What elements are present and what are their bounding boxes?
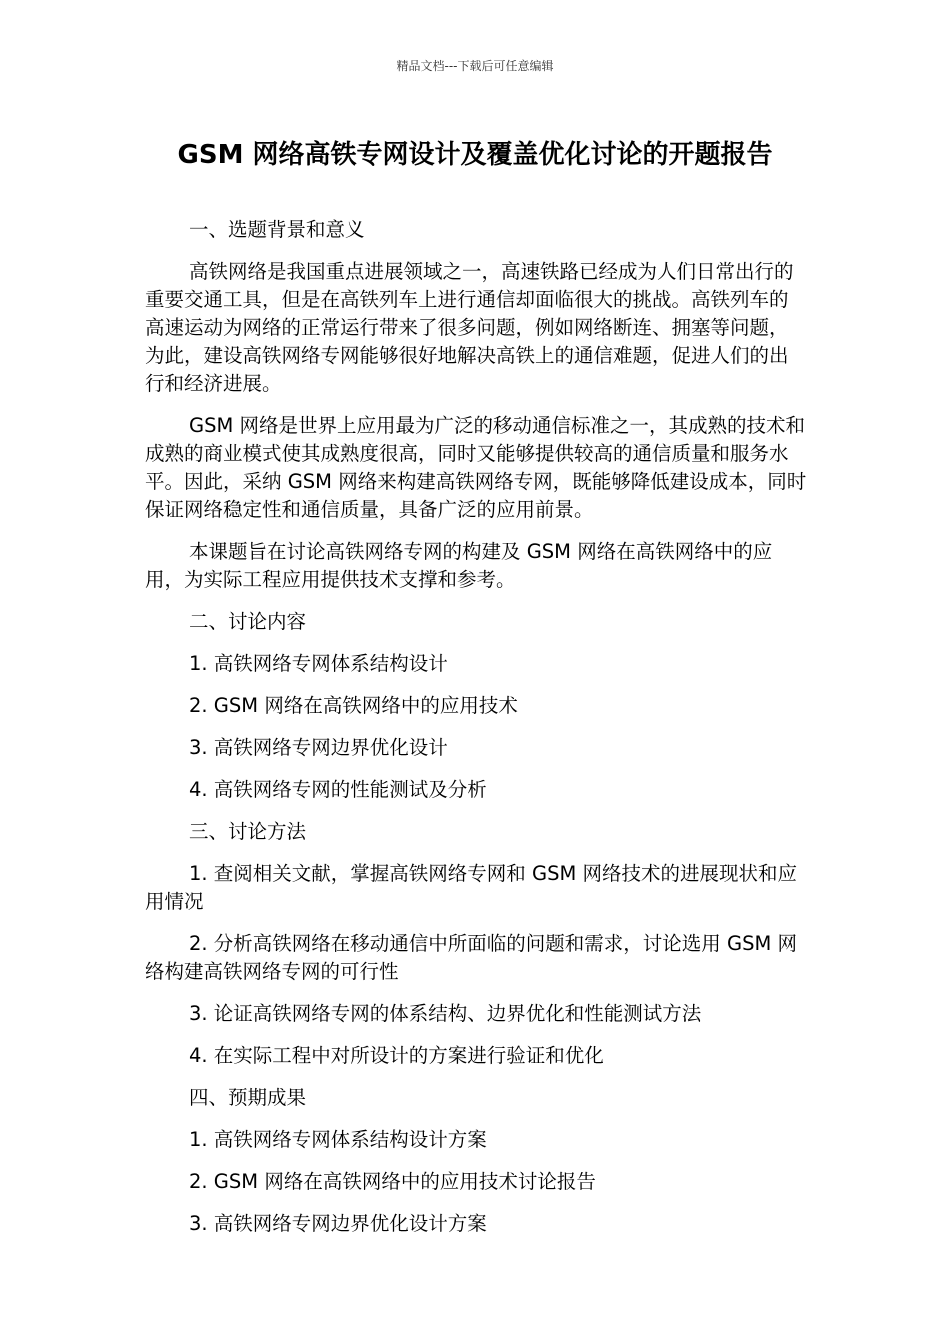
section-heading-methods: 三、讨论方法 [189, 820, 307, 843]
paragraph-background-3: 本课题旨在讨论高铁网络专网的构建及 GSM 网络在高铁网络中的应用，为实际工程应用提供技术支撑和参考。 [145, 540, 773, 591]
outcomes-list-item: 2. GSM 网络在高铁网络中的应用技术讨论报告 [189, 1170, 596, 1193]
document-body [145, 216, 807, 1252]
content-list-item: 2. GSM 网络在高铁网络中的应用技术 [189, 694, 518, 717]
page-header-note: 精品文档---下载后可任意编辑 [396, 59, 554, 73]
methods-list-item: 3. 论证高铁网络专网的体系结构、边界优化和性能测试方法 [189, 1002, 702, 1025]
paragraph-background-1: 高铁网络是我国重点进展领域之一，高速铁路已经成为人们日常出行的重要交通工具，但是在高铁列车上进行通信却面临很大的挑战。高铁列车的高速运动为网络的正常运行带来了很多问题，例如网络断连、拥塞等问题，为此，建设高铁网络专网能够很好地解决高铁上的通信难题，促进人们的出行和经济进展。 [145, 260, 794, 395]
section-heading-background: 一、选题背景和意义 [189, 218, 365, 241]
document-title: GSM 网络高铁专网设计及覆盖优化讨论的开题报告 [177, 140, 773, 170]
outcomes-list-item: 1. 高铁网络专网体系结构设计方案 [189, 1128, 487, 1151]
methods-list-item: 4. 在实际工程中对所设计的方案进行验证和优化 [189, 1044, 604, 1067]
methods-list-item: 2. 分析高铁网络在移动通信中所面临的问题和需求，讨论选用 GSM 网络构建高铁网络专网的可行性 [145, 932, 798, 983]
content-list-item: 4. 高铁网络专网的性能测试及分析 [189, 778, 487, 801]
section-heading-content: 二、讨论内容 [189, 610, 307, 633]
paragraph-background-2: GSM 网络是世界上应用最为广泛的移动通信标准之一，其成熟的技术和成熟的商业模式使其成熟度很高，同时又能够提供较高的通信质量和服务水平。因此，采纳 GSM 网络来构建高铁网络专网，既能够降低建设成本，同时保证网络稳定性和通信质量，具备广泛的应用前景。 [145, 414, 807, 521]
section-heading-outcomes: 四、预期成果 [189, 1086, 307, 1109]
outcomes-list-item: 3. 高铁网络专网边界优化设计方案 [189, 1212, 487, 1235]
content-list-item: 3. 高铁网络专网边界优化设计 [189, 736, 448, 759]
content-list-item: 1. 高铁网络专网体系结构设计 [189, 652, 448, 675]
methods-list-item: 1. 查阅相关文献，掌握高铁网络专网和 GSM 网络技术的进展现状和应用情况 [145, 862, 798, 913]
